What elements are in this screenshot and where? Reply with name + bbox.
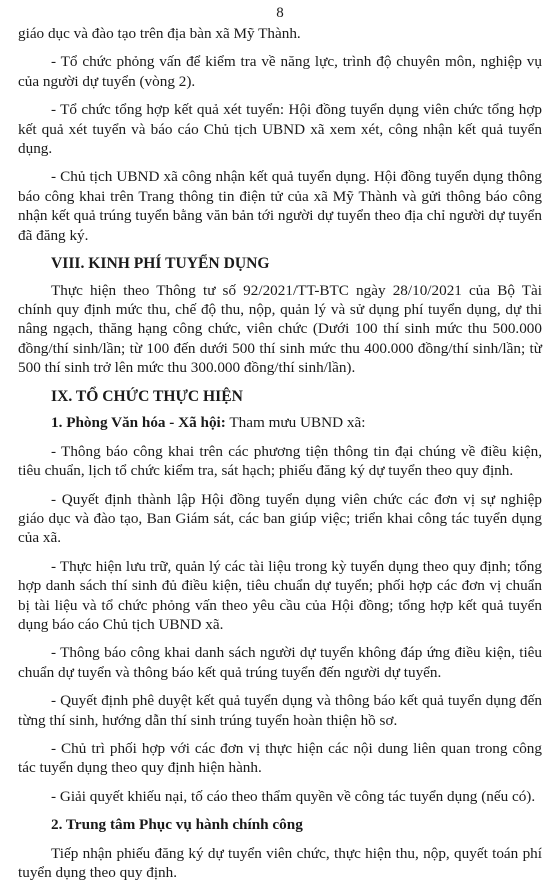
list-item: - Thông báo công khai trên các phương tiện thông tin đại chúng về điều kiện, tiêu chuẩn, lịch tổ chức kiểm tra, sát hạch; phiếu đăng ký dự tuyển theo quy định.	[18, 442, 542, 480]
unit-culture-society-title: 1. Phòng Văn hóa - Xã hội:	[51, 414, 226, 432]
unit-public-service-center	[18, 815, 542, 834]
section-heading-funding: VIII. KINH PHÍ TUYỂN DỤNG	[51, 255, 270, 273]
list-item: - Thực hiện lưu trữ, quản lý các tài liệu trong kỳ tuyển dụng theo quy định; tổng hợp danh sách thí sinh đủ điều kiện, tiêu chuẩn dự tuyển; phối hợp các đơn vị chuẩn bị tài liệu và tổ chức phỏng vấn theo yêu cầu của Hội đồng; tổng hợp kết quả tuyển dụng báo cáo Chủ tịch UBND xã.	[18, 557, 542, 633]
list-item: - Quyết định thành lập Hội đồng tuyển dụng viên chức các đơn vị sự nghiệp giáo dục và đào tạo, Ban Giám sát, các ban giúp việc; triển khai công tác tuyển dụng của xã.	[18, 490, 542, 547]
unit-public-service-center-title: 2. Trung tâm Phục vụ hành chính công	[51, 816, 303, 834]
list-item: - Quyết định phê duyệt kết quả tuyển dụng và thông báo kết quả tuyển dụng đến từng thí sinh, hướng dẫn thí sinh trúng tuyển hoàn thiện hồ sơ.	[18, 692, 542, 729]
paragraph-summary-results: - Tổ chức tổng hợp kết quả xét tuyển: Hội đồng tuyển dụng viên chức tổng hợp kết quả xét tuyển và báo cáo Chủ tịch UBND xã xem xét, công nhận kết quả tuyển dụng.	[18, 101, 542, 158]
list-item: - Giải quyết khiếu nại, tố cáo theo thẩm quyền về công tác tuyển dụng (nếu có).	[51, 787, 536, 805]
unit-culture-society-intro: Tham mưu UBND xã:	[225, 414, 366, 432]
paragraph-public-service-center: Tiếp nhận phiếu đăng ký dự tuyển viên chức, thực hiện thu, nộp, quyết toán phí tuyển dụng theo quy định.	[18, 844, 542, 881]
list-item: - Thông báo công khai danh sách người dự tuyển không đáp ứng điều kiện, tiêu chuẩn dự tuyển và thông báo kết quả trúng tuyển đến người dự tuyển.	[18, 644, 542, 681]
paragraph-continuation: giáo dục và đào tạo trên địa bàn xã Mỹ Thành.	[18, 25, 301, 42]
page-number: 8	[276, 5, 284, 21]
section-heading-implementation: IX. TỔ CHỨC THỰC HIỆN	[51, 387, 243, 405]
paragraph-recognition: - Chủ tịch UBND xã công nhận kết quả tuyển dụng. Hội đồng tuyển dụng thông báo công khai trên Trang thông tin điện tử của xã Mỹ Thành và gửi thông báo công nhận kết quả trúng tuyển bằng văn bản tới người dự tuyển theo địa chỉ người dự tuyển đã đăng ký.	[18, 168, 542, 244]
paragraph-interview: - Tổ chức phỏng vấn để kiểm tra về năng lực, trình độ chuyên môn, nghiệp vụ của người dự tuyển (vòng 2).	[18, 53, 542, 90]
unit-culture-society	[18, 413, 542, 432]
paragraph-funding: Thực hiện theo Thông tư số 92/2021/TT-BTC ngày 28/10/2021 của Bộ Tài chính quy định mức thu, chế độ thu, nộp, quản lý và sử dụng phí tuyển dụng, dự thi nâng ngạch, thăng hạng công chức, viên chức (Dưới 100 thí sinh mức thu 500.000 đồng/thí sinh/lần; từ 100 đến dưới 500 thí sinh mức thu 400.000 đồng/thí sinh/lần; từ 500 thí sinh trở lên mức thu 300.000 đồng/thí sinh/lần).	[18, 281, 542, 377]
list-item: - Chủ trì phối hợp với các đơn vị thực hiện các nội dung liên quan trong công tác tuyển dụng theo quy định hiện hành.	[18, 739, 542, 777]
